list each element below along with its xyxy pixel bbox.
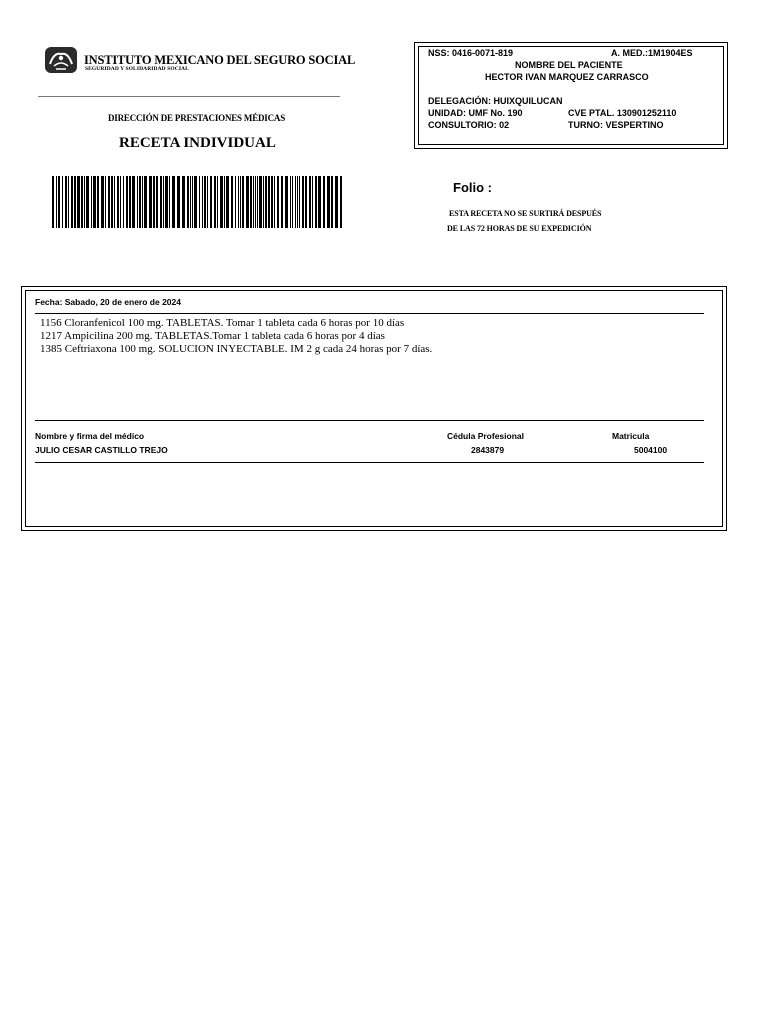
folio-label: Folio : (453, 180, 492, 195)
consultorio-field: CONSULTORIO: 02 (428, 120, 510, 130)
delegacion-field: DELEGACIÓN: HUIXQUILUCAN (428, 96, 563, 106)
expiry-warning-line-1: ESTA RECETA NO SE SURTIRÁ DESPUÉS (449, 209, 602, 218)
expiry-warning-line-2: DE LAS 72 HORAS DE SU EXPEDICIÓN (447, 224, 592, 233)
org-name: INSTITUTO MEXICANO DEL SEGURO SOCIAL (84, 53, 356, 67)
medication-item: 1217 Ampicilina 200 mg. TABLETAS.Tomar 1 tableta cada 6 horas por 4 días (40, 330, 385, 342)
header-divider (38, 96, 340, 97)
page-title: RECETA INDIVIDUAL (119, 135, 276, 151)
nss-field: NSS: 0416-0071-819 (428, 48, 514, 58)
prescription-date: Fecha: Sabado, 20 de enero de 2024 (35, 297, 181, 307)
patient-name-label: NOMBRE DEL PACIENTE (515, 60, 623, 70)
doctor-name: JULIO CESAR CASTILLO TREJO (35, 445, 168, 455)
doctor-name-label: Nombre y firma del médico (35, 431, 145, 441)
cedula-value: 2843879 (471, 445, 505, 455)
medications-divider (35, 420, 704, 421)
doctor-divider (35, 462, 704, 463)
unidad-field: UNIDAD: UMF No. 190 (428, 108, 523, 118)
matricula-label: Matricula (612, 431, 650, 441)
medication-item: 1156 Cloranfenicol 100 mg. TABLETAS. Tomar 1 tableta cada 6 horas por 10 días (40, 317, 405, 329)
a-med-field: A. MED.:1M1904ES (611, 48, 693, 58)
patient-name: HECTOR IVAN MARQUEZ CARRASCO (485, 72, 649, 82)
direction-heading: DIRECCIÓN DE PRESTACIONES MÉDICAS (108, 113, 286, 123)
cve-ptal-field: CVE PTAL. 130901252110 (568, 108, 677, 118)
medication-item: 1385 Ceftriaxona 100 mg. SOLUCION INYECTABLE. IM 2 g cada 24 horas por 7 días. (40, 343, 433, 355)
turno-field: TURNO: VESPERTINO (568, 120, 664, 130)
cedula-label: Cédula Profesional (447, 431, 524, 441)
org-subtitle: SEGURIDAD Y SOLIDARIDAD SOCIAL (85, 66, 189, 72)
date-divider (35, 313, 704, 314)
barcode (52, 176, 344, 228)
medication-list (40, 317, 432, 356)
imss-eagle-logo-icon (44, 46, 78, 74)
matricula-value: 5004100 (634, 445, 668, 455)
